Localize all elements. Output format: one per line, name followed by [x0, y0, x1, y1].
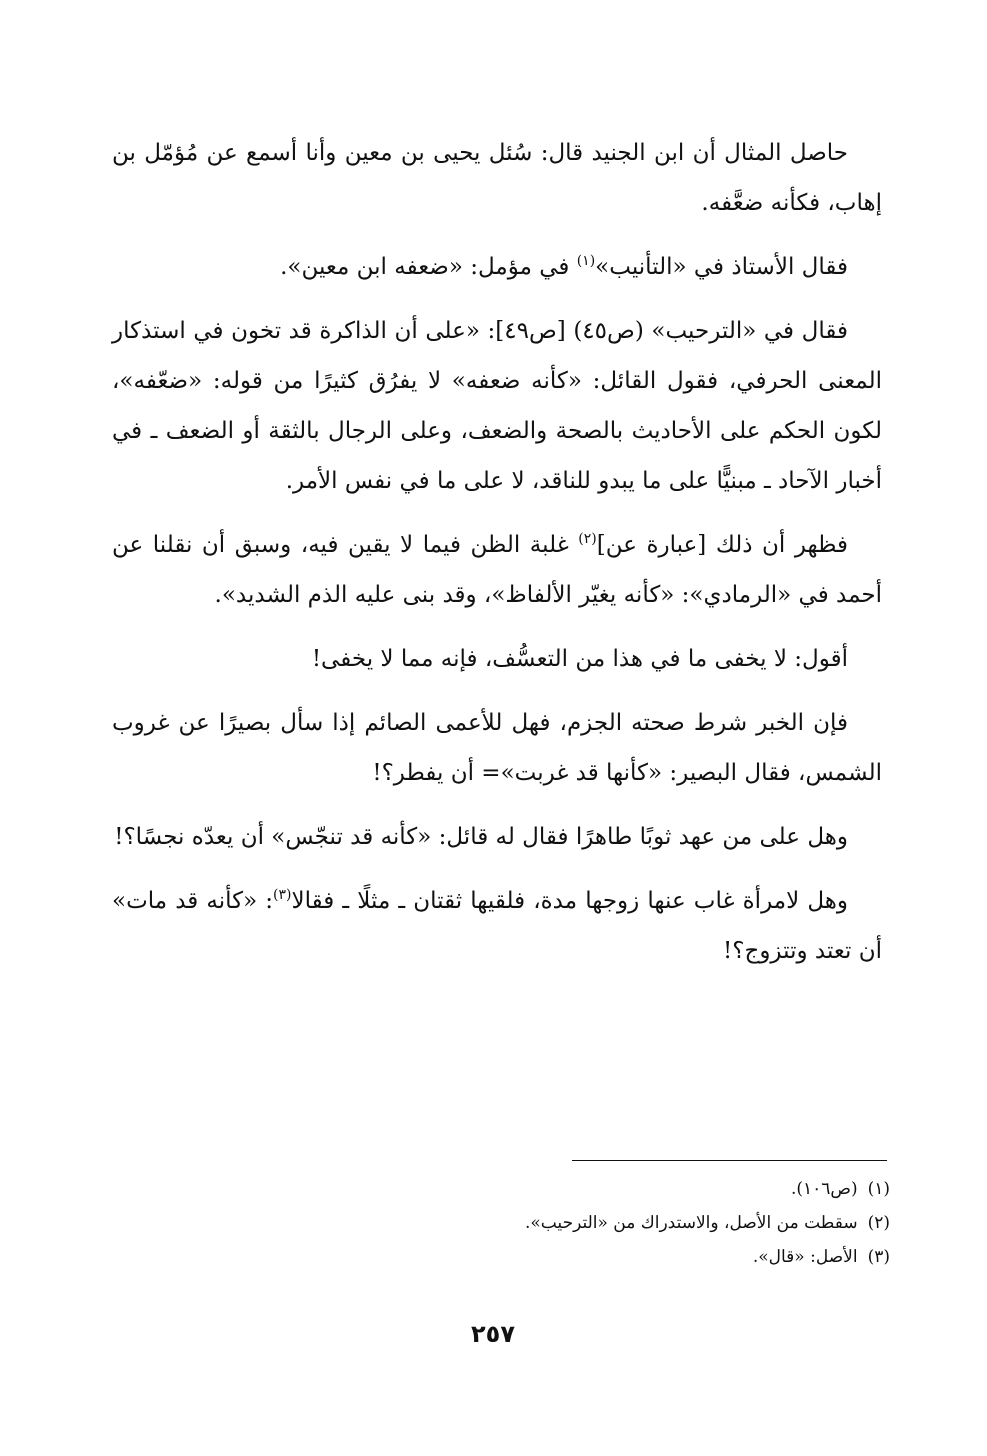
paragraph-4-text-after: غلبة الظن فيما لا يقين فيه، وسبق أن نقلنا عن أحمد في «الرمادي»: «كأنه يغيّر الألفاظ»، وقد بنى عليه الذم الشديد». — [112, 532, 882, 608]
paragraph-6: فإن الخبر شرط صحته الجزم، فهل للأعمى الصائم إذا سأل بصيرًا عن غروب الشمس، فقال البصير: «كأنها قد غربت»= أن يفطر؟! — [112, 710, 882, 786]
footnote-ref-2: (٢) — [578, 531, 597, 547]
footnote-number: (١) — [867, 1179, 890, 1199]
footnote-2 — [300, 1206, 890, 1240]
paragraph-7: وهل على من عهد ثوبًا طاهرًا فقال له قائل: «كأنه قد تنجّس» أن يعدّه نجسًا؟! — [114, 824, 848, 850]
paragraph-8-text-after: : «كأنه قد مات» أن تعتد وتتزوج؟! — [112, 888, 882, 964]
footnote-number: (٢) — [867, 1213, 890, 1233]
footnote-ref-3: (٣) — [273, 887, 292, 903]
paragraph-8 — [112, 876, 882, 976]
paragraph-8-text-before: وهل لامرأة غاب عنها زوجها مدة، فلقيها ثقتان ـ مثلًا ـ فقالا — [291, 888, 848, 914]
footnotes — [300, 1172, 890, 1274]
paragraph-5: أقول: لا يخفى ما في هذا من التعسُّف، فإنه مما لا يخفى! — [311, 646, 848, 672]
footnote-text: الأصل: «قال». — [752, 1247, 858, 1267]
footnote-text: (ص١٠٦). — [790, 1179, 858, 1199]
footnote-ref-1: (١) — [576, 253, 596, 269]
paragraph-4 — [112, 520, 882, 620]
footnote-text: سقطت من الأصل، والاستدراك من «الترحيب». — [524, 1213, 858, 1233]
paragraph-3: فقال في «الترحيب» (ص٤٥) [ص٤٩]: «على أن الذاكرة قد تخون في استذكار المعنى الحرفي، فقول القائل: «كأنه ضعفه» لا يفرُق كثيرًا من قوله: «ضعّفه»، لكون الحكم على الأحاديث بالصحة والضعف، وعلى الرجال بالثقة أو الضعف ـ في أخبار الآحاد ـ مبنيًّا على ما يبدو للناقد، لا على ما في نفس الأمر. — [112, 318, 882, 494]
footnote-divider — [572, 1160, 887, 1161]
paragraph-2-text-after: في مؤمل: «ضعفه ابن معين». — [280, 254, 577, 280]
page-number: ٢٥٧ — [471, 1320, 515, 1348]
paragraph-4-text-before: فظهر أن ذلك [عبارة عن] — [596, 532, 848, 558]
footnote-number: (٣) — [867, 1247, 890, 1267]
paragraph-1: حاصل المثال أن ابن الجنيد قال: سُئل يحيى بن معين وأنا أسمع عن مُؤمّل بن إهاب، فكأنه ضعَّفه. — [112, 140, 882, 216]
paragraph-2 — [112, 242, 882, 292]
footnote-3 — [300, 1240, 890, 1274]
main-text — [112, 128, 882, 990]
footnote-1 — [300, 1172, 890, 1206]
paragraph-2-text-before: فقال الأستاذ في «التأنيب» — [595, 254, 848, 280]
